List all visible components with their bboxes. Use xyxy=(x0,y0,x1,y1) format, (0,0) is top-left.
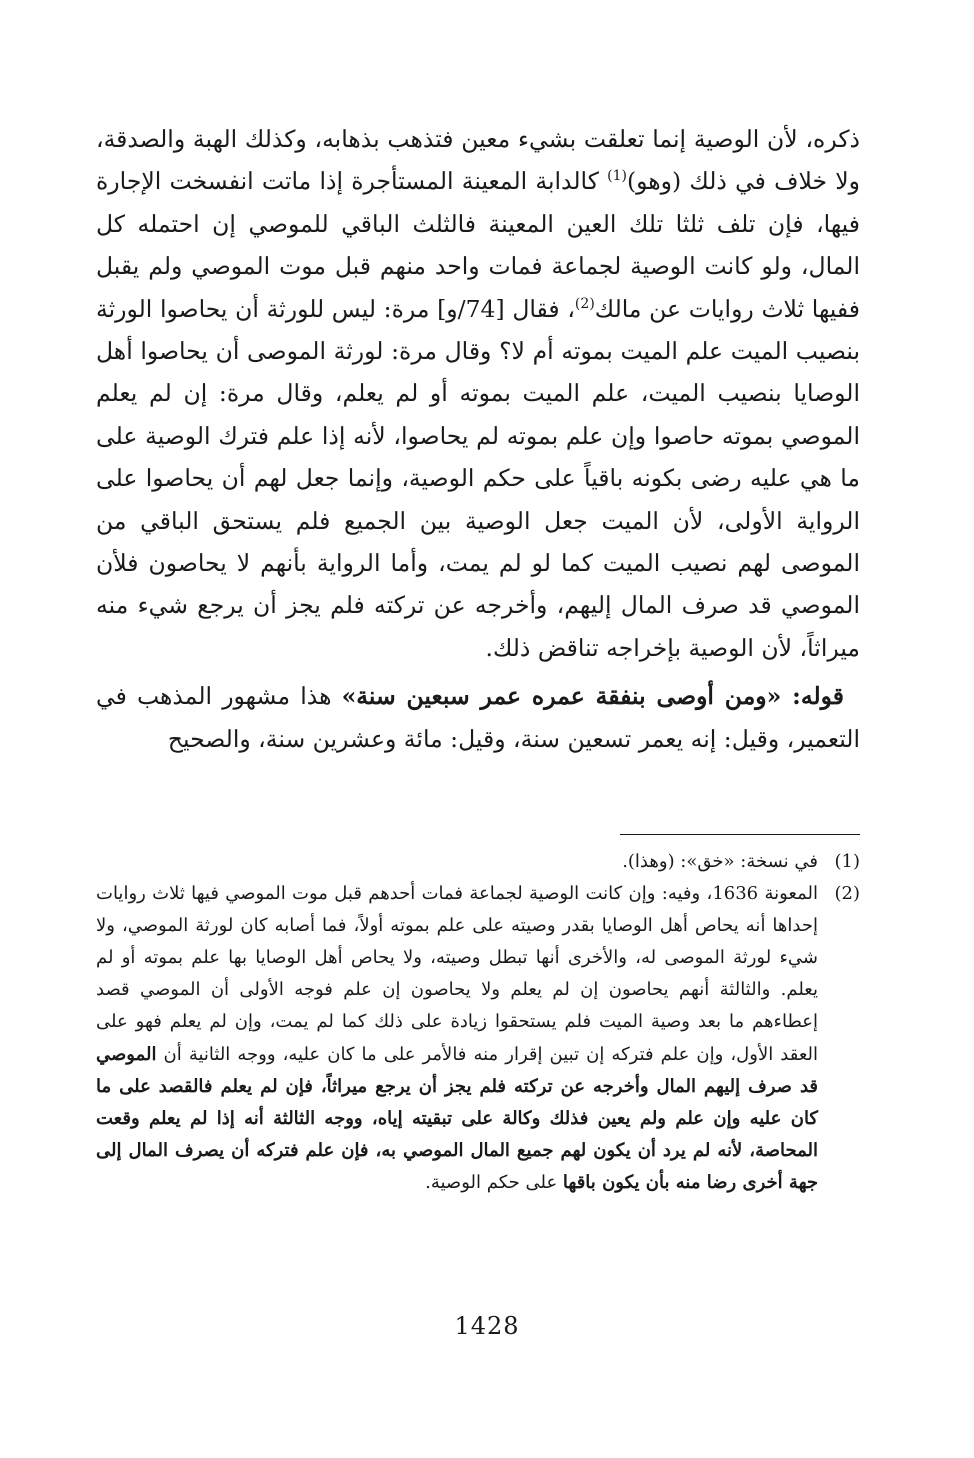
paragraph-2 xyxy=(96,675,860,760)
paragraph-1-text-c: ، فقال [74/و] مرة: ليس للورثة أن يحاصوا الورثة بنصيب الميت علم الميت بموته أم لا؟ وقال مرة: لورثة الموصى أن يحاصوا أهل الوصايا بنصيب الميت، علم الميت بموته أو لم يعلم، وقال مرة: إن لم يعلم الموصي بموته حاصوا وإن علم بموته لم يحاصوا، لأنه إذا علم فترك الوصية على ما هي عليه رضى بكونه باقياً على حكم الوصية، وإنما جعل لهم أن يحاصوا على الرواية الأولى، لأن الميت جعل الوصية بين الجميع فلم يستحق الباقي من الموصى لهم نصيب الميت كما لو لم يمت، وأما الرواية بأنهم لا يحاصون فلأن الموصي قد صرف المال إليهم، وأخرجه عن تركته فلم يجز أن يرجع شيء منه ميراثاً، لأن الوصية بإخراجه تناقض ذلك. xyxy=(96,294,860,662)
page-number: 1428 xyxy=(454,1312,520,1340)
footnote-2-text-end: على حكم الوصية. xyxy=(425,1171,563,1193)
quoted-heading: قوله: «ومن أوصى بنفقة عمره عمر سبعين سنة» xyxy=(341,682,844,711)
footnote-1 xyxy=(96,846,860,878)
main-text-block xyxy=(96,118,860,760)
footnote-2 xyxy=(96,878,860,1199)
footnote-2-body xyxy=(96,878,818,1199)
footnote-2-text-bold: الموصي قد صرف إليهم المال وأخرجه عن تركته فلم يجز أن يرجع ميراثاً، فإن لم يعلم فالقصد على ما كان عليه وإن علم ولم يعين فذلك وكالة على تبقيته إياه، ووجه الثالثة أنه إذا لم يعلم وقعت المحاصة، لأنه لم يرد أن يكون لهم جميع المال الموصي به، فإن علم فتركه أن يصرف المال إلى جهة أخرى رضا منه بأن يكون باقها xyxy=(96,1043,818,1193)
footnote-ref-2[interactable]: (2) xyxy=(574,295,595,312)
paragraph-1 xyxy=(96,118,860,669)
footnote-1-text: في نسخة: «خق»: (وهذا). xyxy=(622,851,818,872)
footnote-2-text-plain: المعونة 1636، وفيه: وإن كانت الوصية لجماعة فمات أحدهم قبل موت الموصي فيها ثلاث روايات إحداها أنه يحاص أهل الوصايا بقدر وصيته على علم بموته أولاً، فما أصابه كان لورثة الموصي، ولا شيء لورثة الموصى له، والأخرى أنها تبطل وصيته، ولا يحاص أهل الوصايا بها علم بموته أو لم يعلم. والثالثة أنهم يحاصون إن لم يعلم ولا يحاصون إن علم فوجه الأولى أن الموصي قصد إعطاءهم ما بعد وصية الميت فلم يستحقوا زيادة على ذلك كما لم يمت، وإن لم يعلم فهو على العقد الأول، وإن علم فتركه إن تبين إقرار منه فالأمر على ما كان عليه، ووجه الثانية أن xyxy=(96,883,818,1065)
footnote-separator xyxy=(620,834,860,835)
footnote-2-number: (2) xyxy=(834,883,860,905)
footnote-ref-1[interactable]: (1) xyxy=(607,168,627,185)
paragraph-2-text: هذا مشهور المذهب في التعمير، وقيل: إنه يعمر تسعين سنة، وقيل: مائة وعشرين سنة، والصحيح xyxy=(96,682,860,753)
paragraph-1-text-b: كالدابة المعينة المستأجرة إذا ماتت انفسخت الإجارة فيها، فإن تلف ثلثا تلك العين المعينة فالثلث الباقي للموصي إن احتمله كل المال، ولو كانت الوصية لجماعة فمات واحد منهم قبل موت الموصي ولم يقبل ففيها ثلاث روايات عن مالك xyxy=(96,167,860,323)
paragraph-1-text-a: ذكره، لأن الوصية إنما تعلقت بشيء معين فتذهب بذهابه، وكذلك الهبة والصدقة، ولا خلاف في ذلك (وهو) xyxy=(96,125,860,196)
footnote-1-number: (1) xyxy=(834,851,860,872)
footnotes-block xyxy=(96,846,860,1199)
